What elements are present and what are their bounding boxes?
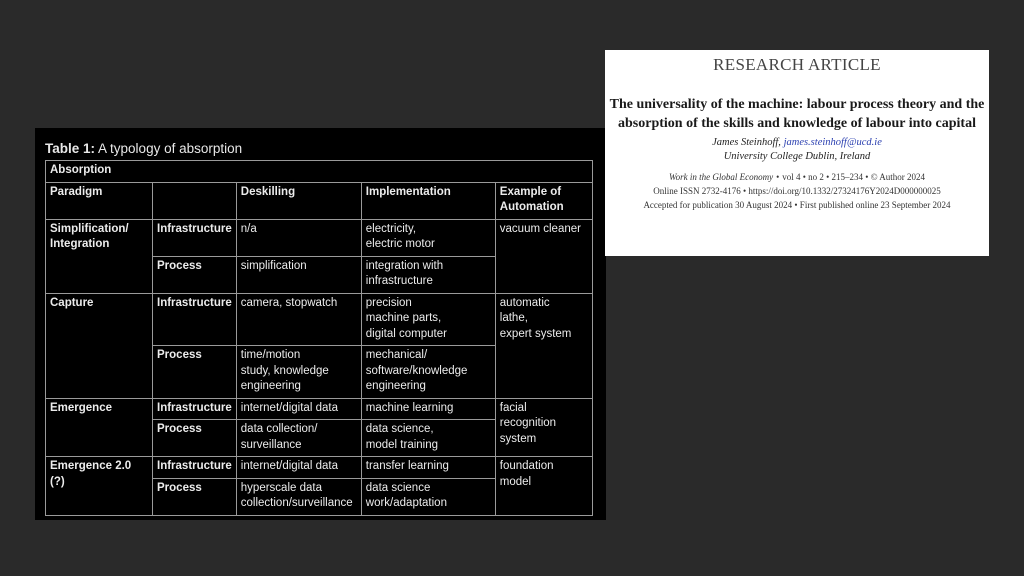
row-type-cell: Infrastructure (153, 293, 237, 346)
deskilling-cell: hyperscale data collection/surveillance (236, 478, 361, 515)
example-cell: foundation model (495, 457, 592, 516)
deskilling-cell: simplification (236, 256, 361, 293)
article-author (605, 136, 989, 150)
paradigm-cell: Capture (46, 293, 153, 398)
paradigm-cell: Emergence 2.0 (?) (46, 457, 153, 516)
table-image-panel (35, 128, 606, 520)
article-title: The universality of the machine: labour process theory and the absorption of the skills and knowledge of labour into capital (609, 97, 985, 131)
table-row (46, 293, 593, 346)
issn-doi-line: Online ISSN 2732-4176 • https://doi.org/10.1332/27324176Y2024D000000025 (653, 186, 941, 196)
implementation-cell: data science, model training (361, 420, 495, 457)
example-cell: facial recognition system (495, 398, 592, 457)
row-type-cell: Infrastructure (153, 398, 237, 420)
example-cell: automatic lathe, expert system (495, 293, 592, 398)
table-caption (45, 141, 242, 156)
implementation-cell: mechanical/ software/knowledge engineering (361, 346, 495, 399)
typology-table (45, 160, 593, 516)
volume-info: vol 4 • no 2 • 215–234 • © Author 2024 (782, 172, 926, 182)
implementation-cell: electricity, electric motor (361, 219, 495, 256)
article-affiliation: University College Dublin, Ireland (723, 151, 871, 162)
implementation-cell: data science work/adaptation (361, 478, 495, 515)
deskilling-cell: n/a (236, 219, 361, 256)
header-implementation: Implementation (361, 182, 495, 219)
table-section-row (46, 161, 593, 183)
section-header-cell: Absorption (46, 161, 593, 183)
table-row (46, 219, 593, 256)
implementation-cell: integration with infrastructure (361, 256, 495, 293)
table-caption-label: Table 1: (45, 141, 96, 156)
implementation-cell: precision machine parts, digital computer (361, 293, 495, 346)
deskilling-cell: data collection/ surveillance (236, 420, 361, 457)
row-type-cell: Infrastructure (153, 457, 237, 479)
article-header-panel (605, 50, 989, 256)
row-type-cell: Process (153, 346, 237, 399)
row-type-cell: Process (153, 420, 237, 457)
table-row (46, 398, 593, 420)
paradigm-cell: Simplification/ Integration (46, 219, 153, 293)
header-blank (153, 182, 237, 219)
deskilling-cell: internet/digital data (236, 398, 361, 420)
article-type-label: RESEARCH ARTICLE (713, 55, 881, 74)
header-paradigm: Paradigm (46, 182, 153, 219)
journal-name: Work in the Global Economy (668, 172, 774, 182)
table-caption-text: A typology of absorption (98, 141, 243, 156)
table-row (46, 457, 593, 479)
row-type-cell: Infrastructure (153, 219, 237, 256)
row-type-cell: Process (153, 256, 237, 293)
deskilling-cell: internet/digital data (236, 457, 361, 479)
table-header-row (46, 182, 593, 219)
paradigm-cell: Emergence (46, 398, 153, 457)
implementation-cell: transfer learning (361, 457, 495, 479)
journal-line: Work in the Global Economy • vol 4 • no 2 • 215–234 • © Author 2024 (668, 172, 926, 182)
header-deskilling: Deskilling (236, 182, 361, 219)
row-type-cell: Process (153, 478, 237, 515)
author-email-link[interactable]: james.steinhoff@ucd.ie (783, 137, 882, 148)
deskilling-cell: camera, stopwatch (236, 293, 361, 346)
deskilling-cell: time/motion study, knowledge engineering (236, 346, 361, 399)
implementation-cell: machine learning (361, 398, 495, 420)
example-cell: vacuum cleaner (495, 219, 592, 293)
article-metadata (605, 170, 989, 212)
dates-line: Accepted for publication 30 August 2024 • First published online 23 September 2024 (643, 200, 951, 210)
header-example: Example of Automation (495, 182, 592, 219)
author-name: James Steinhoff, (712, 137, 781, 148)
